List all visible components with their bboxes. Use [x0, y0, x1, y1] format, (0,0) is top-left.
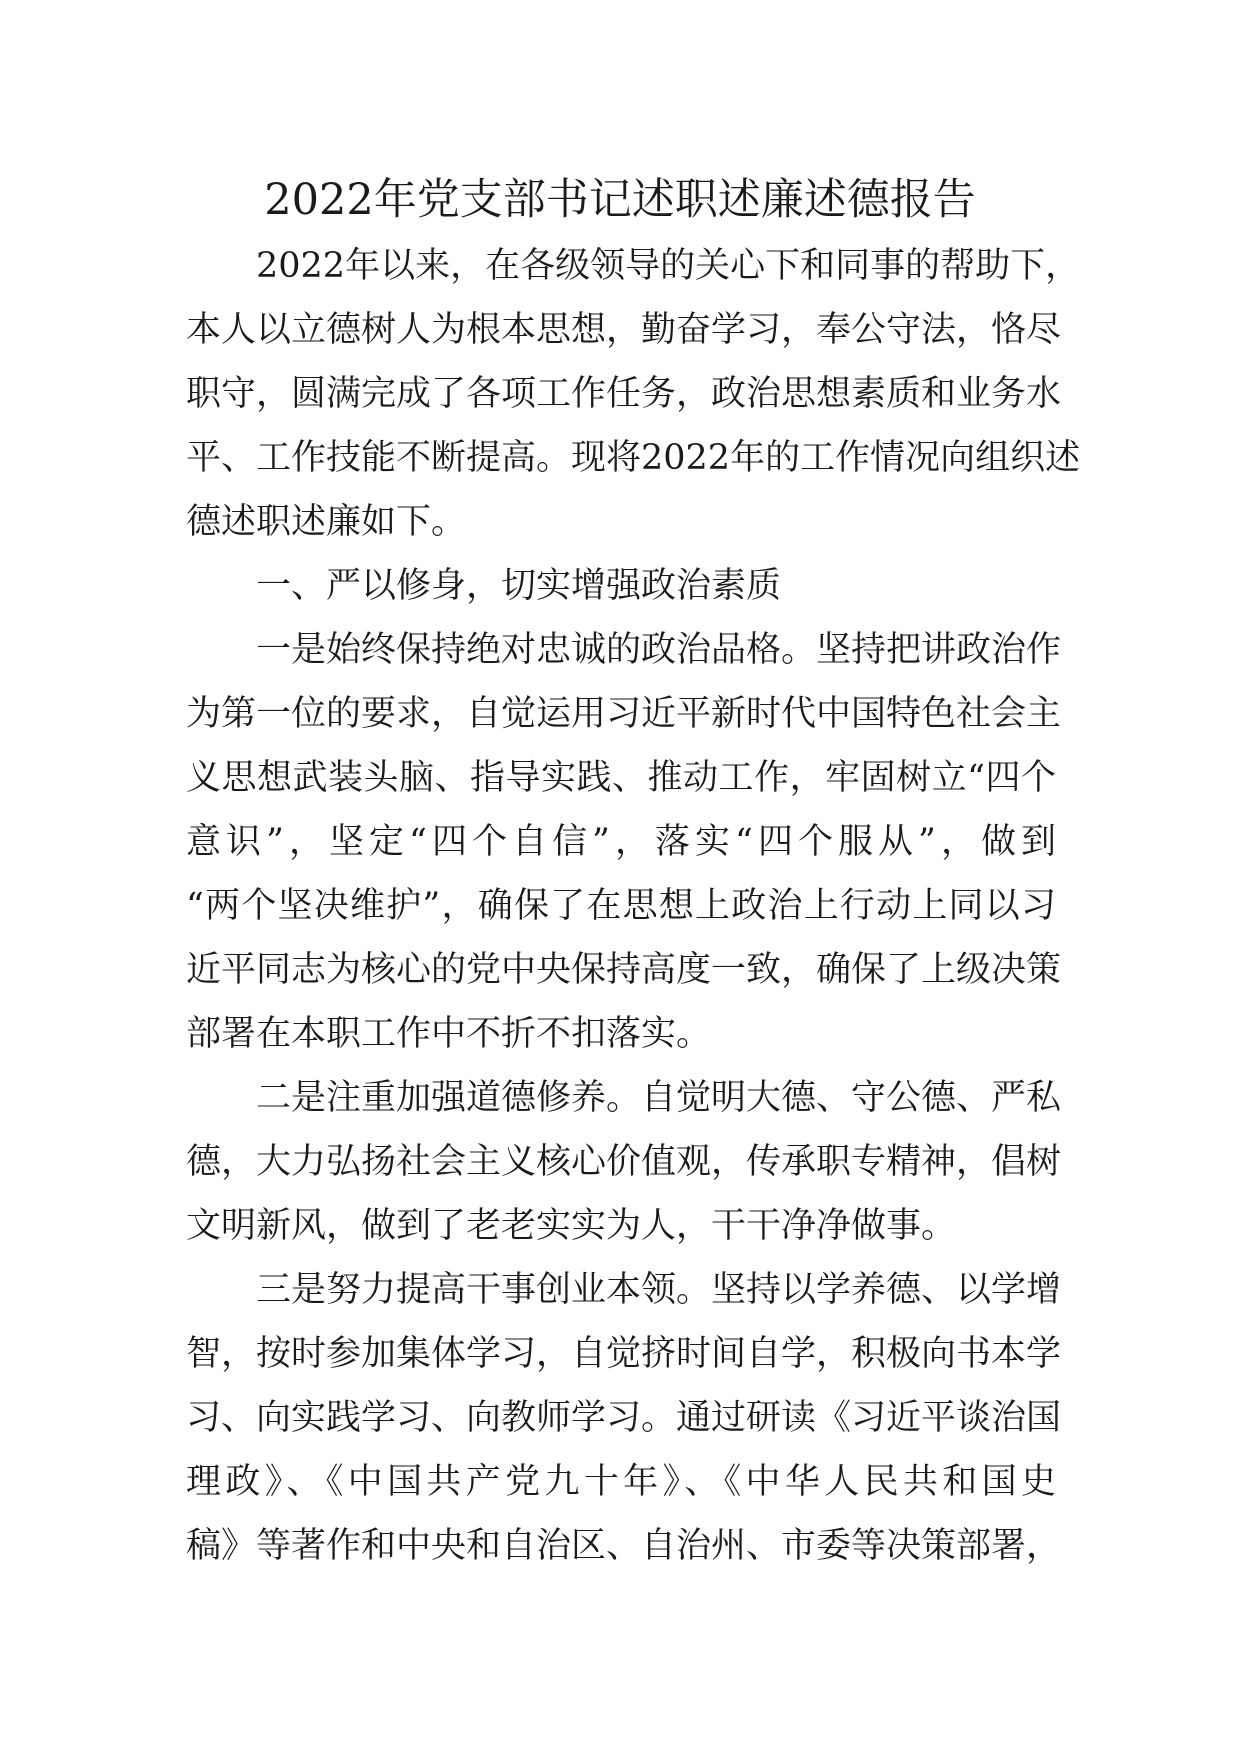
paragraph-line: 为第一位的要求，自觉运用习近平新时代中国特色社会主 [186, 694, 1062, 734]
section-heading: 一、严以修身，切实增强政治素质 [256, 566, 782, 606]
paragraph-line: 二是注重加强道德修养。自觉明大德、守公德、严私 [256, 1078, 1062, 1118]
paragraph-line: 2022年以来，在各级领导的关心下和同事的帮助下， [256, 246, 1081, 286]
paragraph-line: 习、向实践学习、向教师学习。通过研读《习近平谈治国 [186, 1398, 1062, 1438]
document-title: 2022年党支部书记述职述廉述德报告 [264, 175, 976, 225]
paragraph-line: 德，大力弘扬社会主义核心价值观，传承职专精神，倡树 [186, 1142, 1062, 1182]
paragraph-line: 意识”，坚定“四个自信”，落实“四个服从”，做到 [186, 822, 1056, 862]
paragraph-line: 智，按时参加集体学习，自觉挤时间自学，积极向书本学 [186, 1334, 1062, 1374]
paragraph-line: 职守，圆满完成了各项工作任务，政治思想素质和业务水 [186, 374, 1062, 414]
paragraph-line: 稿》等著作和中央和自治区、自治州、市委等决策部署， [186, 1526, 1062, 1566]
paragraph-line: 本人以立德树人为根本思想，勤奋学习，奉公守法，恪尽 [186, 310, 1062, 350]
paragraph-line: 文明新风，做到了老老实实为人，干干净净做事。 [186, 1206, 957, 1246]
paragraph-line: 德述职述廉如下。 [186, 502, 467, 542]
paragraph-line: 近平同志为核心的党中央保持高度一致，确保了上级决策 [186, 950, 1062, 990]
paragraph-line: 理政》、《中国共产党九十年》、《中华人民共和国史 [186, 1462, 1056, 1502]
paragraph-line: 三是努力提高干事创业本领。坚持以学养德、以学增 [256, 1270, 1062, 1310]
paragraph-line: 义思想武装头脑、指导实践、推动工作，牢固树立“四个 [186, 758, 1056, 798]
paragraph-line: 平、工作技能不断提高。现将2022年的工作情况向组织述 [186, 438, 1081, 478]
paragraph-line: “两个坚决维护”，确保了在思想上政治上行动上同以习 [186, 886, 1056, 926]
paragraph-line: 部署在本职工作中不折不扣落实。 [186, 1014, 712, 1054]
paragraph-line: 一是始终保持绝对忠诚的政治品格。坚持把讲政治作 [256, 630, 1062, 670]
